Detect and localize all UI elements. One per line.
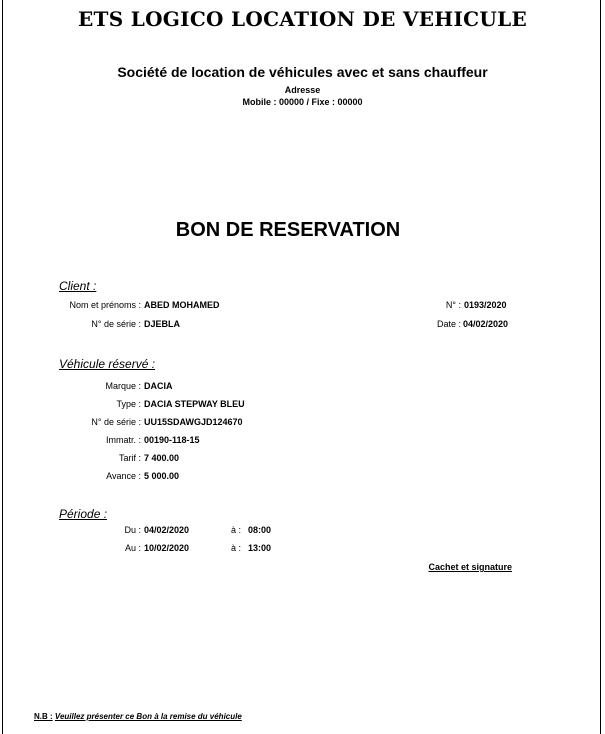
period-to-at-label: à : (231, 543, 242, 553)
company-contact: Mobile : 00000 / Fixe : 00000 (242, 97, 363, 107)
period-from-date: 04/02/2020 (144, 525, 190, 535)
company-tagline: Société de location de véhicules avec et sans chauffeur (117, 64, 488, 80)
period-from-label: Du : (124, 525, 141, 535)
vehicle-type-value: DACIA STEPWAY BLEU (144, 399, 245, 409)
vehicle-registration-value: 00190-118-15 (144, 435, 200, 445)
company-name: ETS LOGICO LOCATION DE VEHICULE (77, 7, 528, 31)
footer-note (34, 712, 242, 721)
vehicle-serial-label: N° de série : (91, 417, 141, 427)
vehicle-advance-label: Avance : (106, 471, 141, 481)
vehicle-registration-label: Immatr. : (105, 435, 141, 445)
vehicle-rate-label: Tarif : (118, 453, 141, 463)
period-to-time: 13:00 (248, 543, 272, 553)
document-title: BON DE RESERVATION (175, 219, 401, 241)
period-from-at-label: à : (231, 525, 242, 535)
reservation-date-label: Date : (436, 319, 461, 329)
vehicle-rate-value: 7 400.00 (144, 453, 180, 463)
vehicle-brand-label: Marque : (105, 381, 141, 391)
client-serial-value: DJEBLA (144, 319, 181, 329)
vehicle-advance-value: 5 000.00 (144, 471, 180, 481)
vehicle-brand-value: DACIA (144, 381, 173, 391)
client-name-label: Nom et prénoms : (69, 300, 141, 310)
client-heading: Client : (59, 279, 97, 293)
stamp-signature-label: Cachet et signature (428, 562, 512, 572)
vehicle-type-label: Type : (116, 399, 141, 409)
company-address: Adresse (284, 85, 321, 95)
footer-note-prefix: N.B : (34, 712, 53, 721)
vehicle-serial-value: UU15SDAWGJD124670 (144, 417, 243, 427)
client-serial-label: N° de série : (91, 319, 141, 329)
period-to-label: Au : (124, 543, 141, 553)
footer-note-text: Veuillez présenter ce Bon à la remise du véhicule (54, 712, 242, 721)
client-name-value: ABED MOHAMED (144, 300, 220, 310)
vehicle-heading: Véhicule réservé : (59, 357, 156, 371)
period-to-date: 10/02/2020 (144, 543, 190, 553)
reservation-date-value: 04/02/2020 (463, 319, 509, 329)
reservation-number-value: 0193/2020 (464, 300, 507, 310)
reservation-number-label: N° : (445, 300, 461, 310)
period-heading: Période : (59, 507, 108, 521)
period-from-time: 08:00 (248, 525, 272, 535)
